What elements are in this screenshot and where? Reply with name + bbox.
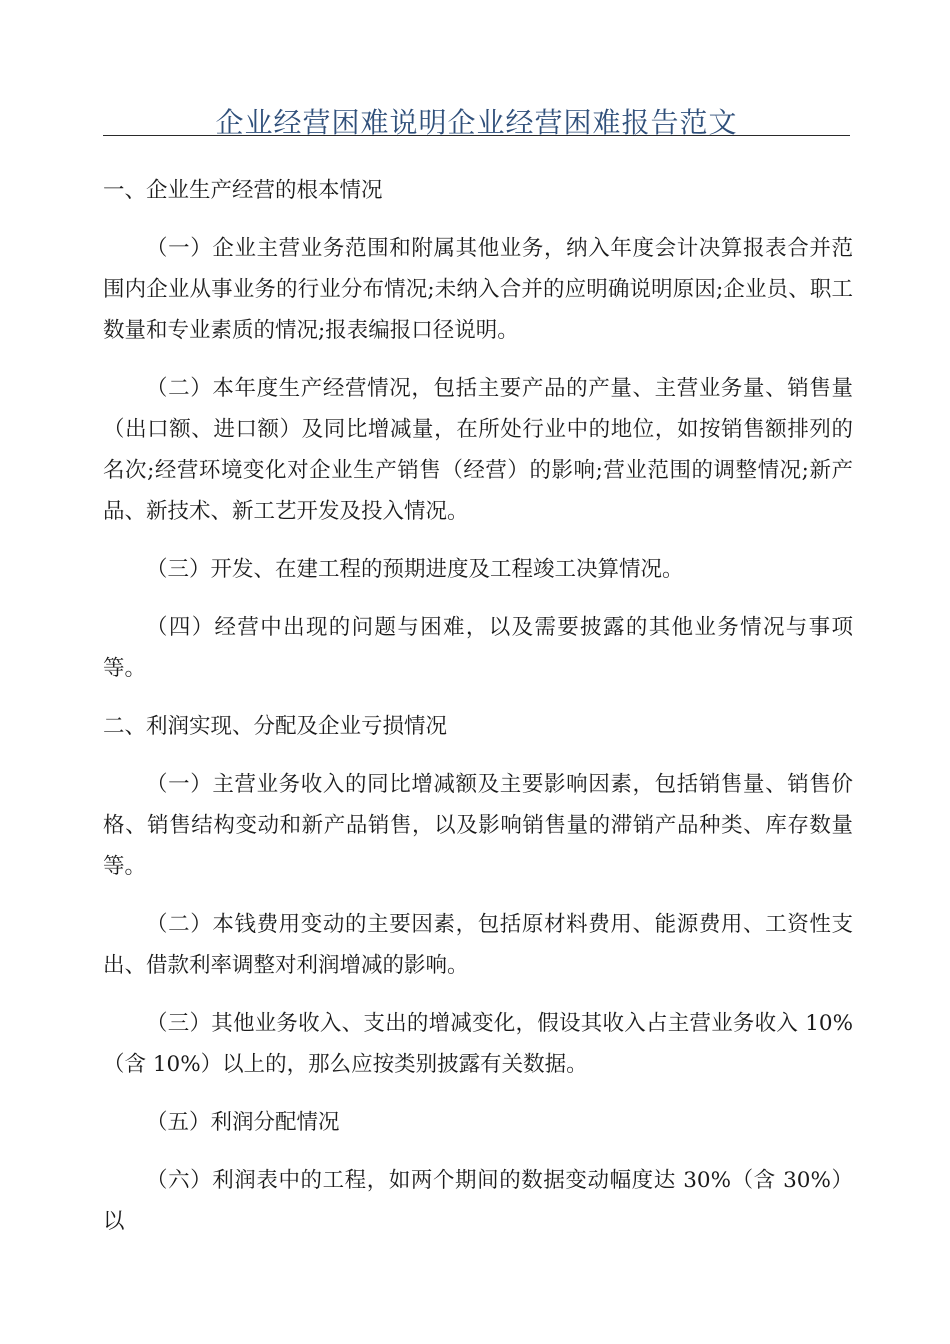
paragraph: （三）其他业务收入、支出的增减变化，假设其收入占主营业务收入 10%（含 10%）以上的，那么应按类别披露有关数据。 [103,1011,853,1077]
paragraph: （二）本钱费用变动的主要因素，包括原材料费用、能源费用、工资性支出、借款利率调整对利润增减的影响。 [103,912,853,978]
title-underline [103,135,850,136]
paragraph: （六）利润表中的工程，如两个期间的数据变动幅度达 30%（含 30%）以 [103,1168,853,1234]
section-heading-2: 二、利润实现、分配及企业亏损情况 [103,714,448,739]
paragraph: （五）利润分配情况 [146,1110,340,1135]
paragraph: （一）主营业务收入的同比增减额及主要影响因素，包括销售量、销售价格、销售结构变动和新产品销售，以及影响销售量的滞销产品种类、库存数量等。 [103,772,853,879]
paragraph: （一）企业主营业务范围和附属其他业务，纳入年度会计决算报表合并范围内企业从事业务的行业分布情况;未纳入合并的应明确说明原因;企业员、职工数量和专业素质的情况;报表编报口径说明。 [103,236,853,343]
section-heading-1: 一、企业生产经营的根本情况 [103,178,383,203]
paragraph: （三）开发、在建工程的预期进度及工程竣工决算情况。 [146,557,684,582]
paragraph: （四）经营中出现的问题与困难，以及需要披露的其他业务情况与事项等。 [103,615,853,681]
paragraph: （二）本年度生产经营情况，包括主要产品的产量、主营业务量、销售量（出口额、进口额）及同比增减量，在所处行业中的地位，如按销售额排列的名次;经营环境变化对企业生产销售（经营）的影响;营业范围的调整情况;新产品、新技术、新工艺开发及投入情况。 [103,376,853,524]
document-title: 企业经营困难说明企业经营困难报告范文 [215,106,738,139]
document-body [103,170,853,1259]
